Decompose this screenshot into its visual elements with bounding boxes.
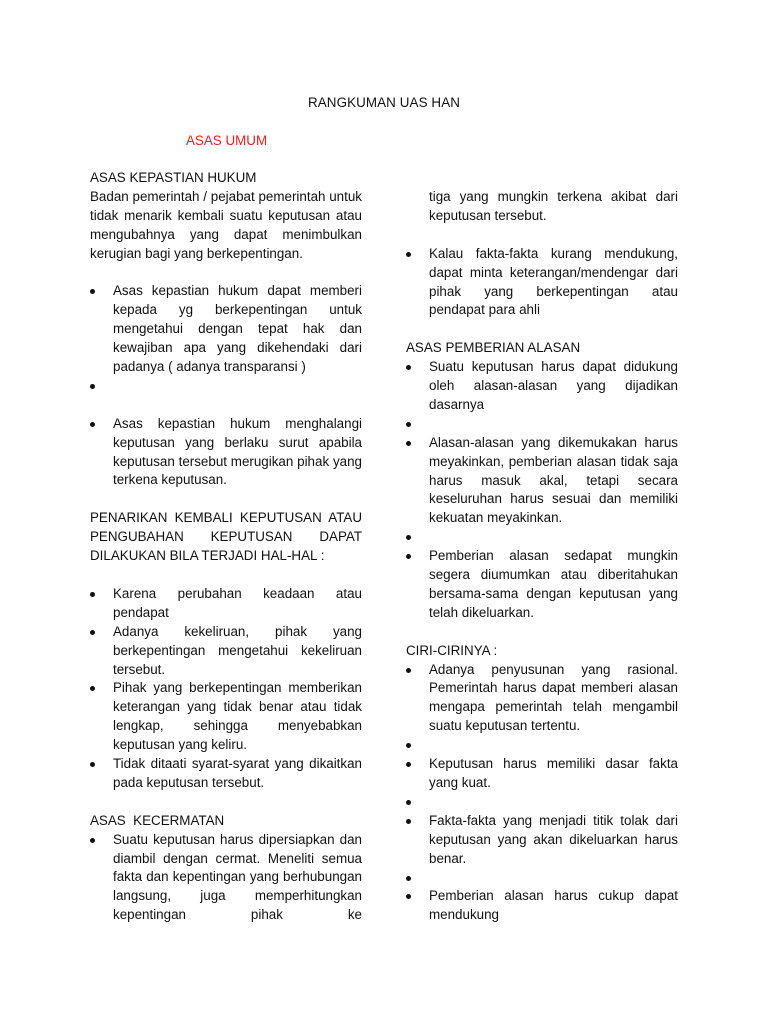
heading-ciri-cirinya: CIRI-CIRINYA :	[406, 642, 498, 658]
list-item: Alasan-alasan yang dikemukakan harus meyakinkan, pemberian alasan tidak saja harus masuk akal, tetapi secara keseluruhan harus sesuai dan memiliki kekuatan meyakinkan.	[406, 434, 678, 529]
list-item: Adanya kekeliruan, pihak yang berkepentingan mengetahui kekeliruan tersebut.	[90, 623, 362, 680]
left-column	[90, 169, 362, 925]
section-title-asas-umum: ASAS UMUM	[186, 133, 268, 148]
right-column	[406, 188, 678, 925]
list-item: Fakta-fakta yang menjadi titik tolak dari keputusan yang akan dikeluarkan harus benar.	[406, 812, 678, 869]
list-kepastian-hukum	[90, 282, 362, 490]
document-title: RANGKUMAN UAS HAN	[308, 95, 460, 110]
heading-asas-kecermatan: ASAS KECERMATAN	[90, 812, 225, 828]
list-item: Pemberian alasan harus cukup dapat mendukung	[406, 887, 678, 925]
list-item: Suatu keputusan harus dapat didukung oleh alasan-alasan yang dijadikan dasarnya	[406, 358, 678, 415]
list-penarikan-kembali	[90, 585, 362, 793]
list-kecermatan-continued	[406, 245, 678, 321]
list-item: Karena perubahan keadaan atau pendapat	[90, 585, 362, 623]
heading-asas-kepastian-hukum: ASAS KEPASTIAN HUKUM	[90, 170, 257, 185]
list-item: Pemberian alasan sedapat mungkin segera diumumkan atau diberitahukan bersama-sama dengan keputusan yang telah dikeluarkan.	[406, 547, 678, 623]
list-item: Keputusan harus memiliki dasar fakta yang kuat.	[406, 755, 678, 793]
list-item: Kalau fakta-fakta kurang mendukung, dapat minta keterangan/mendengar dari pihak yang berkepentingan atau pendapat para ahli	[406, 245, 678, 321]
list-item: Adanya penyusunan yang rasional. Pemerintah harus dapat memberi alasan mengapa pemerintah telah mengambil suatu keputusan tertentu.	[406, 661, 678, 737]
list-ciri-cirinya	[406, 661, 678, 926]
list-kecermatan	[90, 831, 362, 926]
heading-asas-pemberian-alasan: ASAS PEMBERIAN ALASAN	[406, 340, 581, 356]
paragraph-kepastian-hukum: Badan pemerintah / pejabat pemerintah untuk tidak menarik kembali suatu keputusan atau mengubahnya yang dapat menimbulkan kerugian bagi yang berkepentingan.	[90, 188, 362, 261]
list-item: Suatu keputusan harus dipersiapkan dan diambil dengan cermat. Meneliti semua fakta dan kepentingan yang berhubungan langsung, juga memperhitungkan kepentingan pihak ke	[90, 831, 362, 926]
list-item: Pihak yang berkepentingan memberikan keterangan yang tidak benar atau tidak lengkap, sehingga menyebabkan keputusan yang keliru.	[90, 679, 362, 755]
list-pemberian-alasan	[406, 358, 678, 623]
list-item: Tidak ditaati syarat-syarat yang dikaitkan pada keputusan tersebut.	[90, 755, 362, 793]
list-item: Asas kepastian hukum dapat memberi kepada yg berkepentingan untuk mengetahui dengan tepat hak dan kewajiban apa yang dikehendaki dari padanya ( adanya transparansi )	[90, 282, 362, 377]
heading-penarikan-kembali: PENARIKAN KEMBALI KEPUTUSAN ATAU PENGUBAHAN KEPUTUSAN DAPAT DILAKUKAN BILA TERJADI HAL-HAL :	[90, 510, 362, 564]
kecermatan-continuation: tiga yang mungkin terkena akibat dari keputusan tersebut.	[429, 189, 678, 223]
list-item: Asas kepastian hukum menghalangi keputusan yang berlaku surut apabila keputusan tersebut merugikan pihak yang terkena keputusan.	[90, 415, 362, 491]
